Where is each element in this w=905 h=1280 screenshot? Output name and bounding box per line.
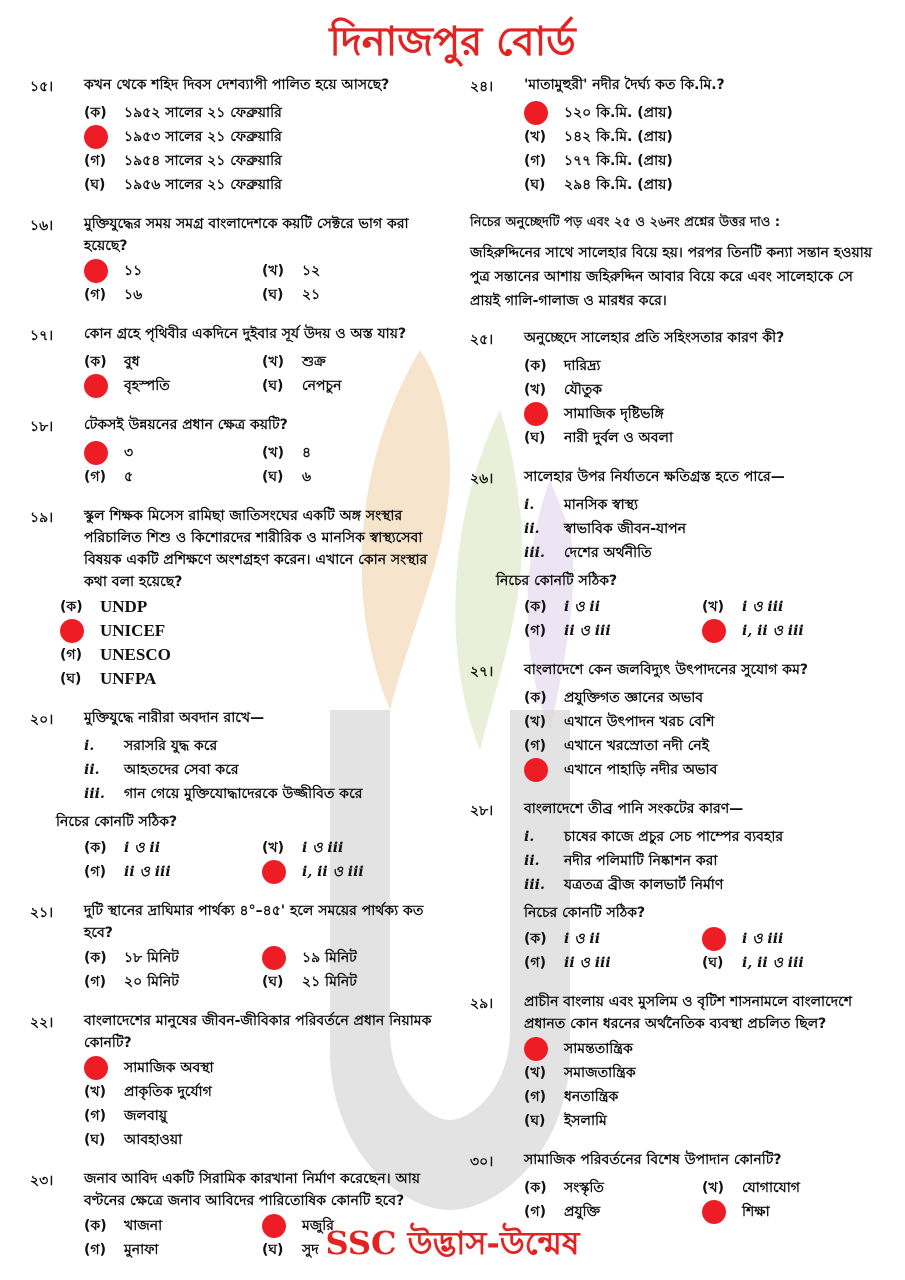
option-text: ধনতান্ত্রিক [564,1089,619,1105]
option-text: ১৪২ কি.মি. (প্রায়) [564,129,673,145]
option-label: (গ) [84,153,106,169]
question-number: ২৪। [470,79,494,95]
option-label: (গ) [524,1204,546,1220]
option-text: ইসলামি [564,1113,607,1129]
option-label: (গ) [60,647,82,663]
question-number: ১৮। [30,419,54,435]
option-kha[interactable] [84,1080,445,1104]
question-number: ২৯। [470,996,494,1012]
option-label: (খ) [524,382,546,398]
answer-dot-icon [262,860,286,884]
option-text: i, ii ও iii [742,623,804,639]
option-ga[interactable] [524,1085,885,1109]
statement-i: i. সরাসরি যুদ্ধ করে [84,738,218,754]
answer-dot-icon [702,927,726,951]
question-text: মুক্তিযুদ্ধের সময় সমগ্র বাংলাদেশকে কয়টি সেক্টরে ভাগ করা হয়েছে? [84,216,409,254]
option-text: খাজনা [124,1218,163,1234]
option-text: ii ও iii [564,623,611,639]
option-label: (ঘ) [60,671,82,687]
option-ka[interactable] [524,101,885,125]
option-label: (খ) [524,714,546,730]
page-title: দিনাজপুর বোর্ড [329,19,576,65]
option-gha[interactable] [524,1109,885,1133]
question-number: ২০। [30,712,54,728]
option-ga[interactable] [524,734,885,758]
option-ka[interactable] [524,354,885,378]
option-text: ১৯৫৪ সালের ২১ ফেব্রুয়ারি [124,153,282,169]
option-label: (ঘ) [84,177,106,193]
option-text: মুনাফা [124,1242,159,1258]
option-label: (ঘ) [702,955,724,971]
option-label: (খ) [262,445,284,461]
answer-dot-icon [524,1037,548,1061]
option-label: (ক) [84,1218,107,1234]
option-ka[interactable] [60,595,445,619]
option-ga[interactable] [524,149,885,173]
answer-dot-icon [702,619,726,643]
question-21 [30,900,445,994]
option-text: UNFPA [100,669,157,688]
option-ga[interactable] [84,374,262,398]
option-text: সংস্কৃতি [564,1180,604,1196]
option-text: নেপচুন [302,378,342,394]
option-label: (খ) [524,1065,546,1081]
option-text: i ও iii [742,599,784,615]
question-text: দুটি স্থানের দ্রাঘিমার পার্থক্য ৪°–৪৫' হলে সময়ের পার্থক্য কত হবে? [84,903,424,941]
option-ka[interactable] [84,946,262,970]
option-ga[interactable] [84,283,262,307]
option-text: নারী দুর্বল ও অবলা [564,430,674,446]
option-text: i, ii ও iii [302,864,364,880]
question-24 [470,74,885,197]
option-text: সমাজতান্ত্রিক [564,1065,636,1081]
question-text: স্কুল শিক্ষক মিসেস রামিছা জাতিসংঘের একটি অঙ্গ সংস্থার পরিচালিত শিশু ও কিশোরদের শারীরিক ও মানসিক স্বাস্থ্যসেবা বিষয়ক একটি প্রশিক্ষণে অংশগ্রহণ করেন। এখানে কোন সংস্থার কথা বলা হয়েছে? [84,508,428,590]
question-number: ২১। [30,905,54,921]
option-text: প্রযুক্তিগত জ্ঞানের অভাব [564,690,704,706]
question-text: সামাজিক পরিবর্তনের বিশেষ উপাদান কোনটি? [524,1152,782,1168]
which-correct-label: নিচের কোনটি সঠিক? [56,814,178,830]
option-label: (খ) [262,263,284,279]
question-28 [470,798,885,975]
question-27 [470,659,885,782]
option-kha[interactable] [524,378,885,402]
option-text: প্রযুক্তি [564,1204,601,1220]
question-number: ১৫। [30,79,54,95]
option-text: ১৯৫২ সালের ২১ ফেব্রুয়ারি [124,105,282,121]
option-gha[interactable] [84,1128,445,1152]
option-label: (গ) [84,469,106,485]
option-label: (গ) [524,153,546,169]
option-gha[interactable] [60,667,445,691]
option-label: (গ) [524,738,546,754]
question-text: জনাব আবিদ একটি সিরামিক কারখানা নির্মাণ করেছেন। আয় বণ্টনের ক্ষেত্রে জনাব আবিদের পারিতোষিক কোনটি হবে? [84,1171,421,1209]
question-number: ২৩। [30,1173,54,1189]
option-label: (খ) [262,840,284,856]
option-ka[interactable] [84,350,262,374]
question-18 [30,414,445,489]
statement-i: i. চাষের কাজে প্রচুর সেচ পাম্পের ব্যবহার [524,829,784,845]
option-label: (ঘ) [262,1242,284,1258]
option-text: ২০ মিনিট [124,974,179,990]
option-text: সুদ [302,1242,319,1258]
option-text: ২৯৪ কি.মি. (প্রায়) [564,177,673,193]
question-number: ২২। [30,1015,54,1031]
option-text: এখানে পাহাড়ি নদীর অভাব [564,762,718,778]
statement-i: i. মানসিক স্বাস্থ্য [524,497,639,513]
option-ka[interactable] [84,1056,445,1080]
option-text: ৬ [302,469,312,485]
option-gha[interactable] [262,860,445,884]
option-label: (ক) [524,358,547,374]
option-gha[interactable] [84,173,445,197]
question-number: ২৮। [470,803,494,819]
option-kha[interactable] [524,1061,885,1085]
option-text: মজুরি [302,1218,335,1234]
option-label: (গ) [84,974,106,990]
option-kha[interactable] [84,125,445,149]
question-number: ১৯। [30,510,54,526]
option-text: ii ও iii [124,864,171,880]
which-correct-label: নিচের কোনটি সঠিক? [524,905,646,921]
option-label: (গ) [84,1108,106,1124]
option-ka[interactable] [84,101,445,125]
option-kha[interactable] [262,259,445,283]
option-text: সামন্ততান্ত্রিক [564,1041,633,1057]
option-text: যোগাযোগ [742,1180,800,1196]
option-label: (ক) [84,840,107,856]
option-text: ১৯৫৩ সালের ২১ ফেব্রুয়ারি [124,129,282,145]
option-text: UNESCO [100,645,171,664]
option-ka[interactable] [524,595,702,619]
option-text: i ও iii [742,931,784,947]
question-text: মুক্তিযুদ্ধে নারীরা অবদান রাখে— [84,710,265,726]
option-label: (ক) [524,690,547,706]
answer-dot-icon [84,374,108,398]
answer-dot-icon [84,1056,108,1080]
option-gha[interactable] [262,465,445,489]
option-text: ১২ [302,263,321,279]
question-text: বাংলাদেশের মানুষের জীবন-জীবিকার পরিবর্তনে প্রধান নিয়ামক কোনটি? [84,1013,432,1051]
question-number: ৩০। [470,1154,494,1170]
option-ga[interactable] [84,465,262,489]
statement-ii: ii. স্বাভাবিক জীবন-যাপন [524,521,687,537]
passage-instruction: নিচের অনুচ্ছেদটি পড় এবং ২৫ ও ২৬নং প্রশ্নের উত্তর দাও : [470,215,781,230]
option-gha[interactable] [262,374,445,398]
option-gha[interactable] [702,619,885,643]
option-ga[interactable] [524,619,702,643]
option-text: ii ও iii [564,955,611,971]
option-text: দারিদ্র্য [564,358,601,374]
left-column [30,74,445,1278]
option-label: (গ) [524,623,546,639]
option-label: (খ) [262,354,284,370]
statement-iii: iii. যত্রতত্র ব্রীজ কালভার্ট নির্মাণ [524,877,724,893]
option-text: i ও ii [564,599,601,615]
question-20 [30,707,445,884]
option-text: ৪ [302,445,312,461]
option-label: (গ) [524,955,546,971]
question-text: বাংলাদেশে তীব্র পানি সংকটের কারণ— [524,801,744,817]
statement-iii: iii. গান গেয়ে মুক্তিযোদ্ধাদেরকে উজ্জীবিত করে [84,786,363,802]
right-column [470,74,885,1240]
option-text: i ও ii [124,840,161,856]
answer-dot-icon [84,259,108,283]
question-number: ১৭। [30,328,54,344]
question-text: কখন থেকে শহিদ দিবস দেশব্যাপী পালিত হয়ে আসছে? [84,77,390,93]
passage-text: জহিরুদ্দিনের সাথে সালেহার বিয়ে হয়। পরপর তিনটি কন্যা সন্তান হওয়ায় পুত্র সন্তানের আশায় জহিরুদ্দিন আবার বিয়ে করে এবং সালেহাকে সে প্রায়ই গালি-গালাজ ও মারধর করে। [470,245,873,309]
answer-dot-icon [60,619,84,643]
option-ga[interactable] [84,860,262,884]
option-kha[interactable] [524,710,885,734]
answer-dot-icon [524,758,548,782]
option-text: UNDP [100,597,148,616]
option-label: (খ) [524,129,546,145]
option-text: UNICEF [100,621,166,640]
option-label: (গ) [524,1089,546,1105]
option-gha[interactable] [524,173,885,197]
option-gha[interactable] [702,951,885,975]
question-number: ১৬। [30,218,54,234]
question-number: ২৭। [470,664,494,680]
question-16 [30,213,445,307]
option-ga[interactable] [524,951,702,975]
option-text: সামাজিক দৃষ্টিভঙ্গি [564,406,664,422]
option-ga[interactable] [84,149,445,173]
option-ka[interactable] [84,836,262,860]
question-19 [30,505,445,691]
question-text: বাংলাদেশে কেন জলবিদ্যুৎ উৎপাদনের সুযোগ কম? [524,662,808,678]
option-text: ৫ [124,469,134,485]
question-29 [470,991,885,1133]
option-label: (গ) [84,287,106,303]
option-label: (খ) [702,599,724,615]
statement-ii: ii. নদীর পলিমাটি নিষ্কাশন করা [524,853,718,869]
option-text: এখানে উৎপাদন খরচ বেশি [564,714,715,730]
option-text: ২১ [302,287,321,303]
which-correct-label: নিচের কোনটি সঠিক? [496,573,618,589]
option-kha[interactable] [262,836,445,860]
option-label: (ঘ) [84,1132,106,1148]
option-gha[interactable] [262,283,445,307]
option-kha[interactable] [524,125,885,149]
answer-dot-icon [262,946,286,970]
question-number: ২৬। [470,471,494,487]
option-text: শুক্র [302,354,326,370]
option-label: (ক) [524,599,547,615]
option-kha[interactable] [702,1176,885,1200]
option-ga[interactable] [84,1104,445,1128]
option-label: (ক) [524,931,547,947]
option-label: (ঘ) [524,177,546,193]
option-kha[interactable] [262,441,445,465]
option-label: (ক) [84,354,107,370]
question-25 [470,327,885,450]
option-kha[interactable] [60,619,445,643]
option-label: (খ) [84,1084,106,1100]
option-label: (ক) [524,1180,547,1196]
option-text: ১১ [124,263,143,279]
statement-ii: ii. আহতদের সেবা করে [84,762,239,778]
option-ka[interactable] [84,441,262,465]
option-kha[interactable] [262,350,445,374]
option-label: (ঘ) [262,378,284,394]
option-text: ১৮ মিনিট [124,950,179,966]
option-text: i, ii ও iii [742,955,804,971]
option-text: আবহাওয়া [124,1132,183,1148]
answer-dot-icon [84,125,108,149]
question-22 [30,1010,445,1152]
option-ka[interactable] [524,1176,702,1200]
option-text: সামাজিক অবস্থা [124,1060,214,1076]
option-text: ৩ [124,445,134,461]
option-text: ১৬ [124,287,143,303]
option-label: (ঘ) [262,974,284,990]
option-label: (ক) [84,105,107,121]
option-gha[interactable] [524,426,885,450]
option-kha[interactable] [262,946,445,970]
option-ga[interactable] [84,970,262,994]
option-ka[interactable] [524,1037,885,1061]
option-text: ১৭৭ কি.মি. (প্রায়) [564,153,673,169]
question-17 [30,323,445,398]
option-label: (ঘ) [262,287,284,303]
question-15 [30,74,445,197]
option-ga[interactable] [524,402,885,426]
option-ka[interactable] [84,259,262,283]
question-text: কোন গ্রহে পৃথিবীর একদিনে দুইবার সূর্য উদয় ও অস্ত যায়? [84,326,407,342]
option-kha[interactable] [702,927,885,951]
question-30 [470,1149,885,1224]
option-text: ২১ মিনিট [302,974,357,990]
question-text: অনুচ্ছেদে সালেহার প্রতি সহিংসতার কারণ কী? [524,330,785,346]
footer-brand: SSC উদ্ভাস-উন্মেষ [325,1224,580,1262]
statement-iii: iii. দেশের অর্থনীতি [524,545,652,561]
option-label: (গ) [84,1242,106,1258]
question-26 [470,466,885,643]
question-text: প্রাচীন বাংলায় এবং মুসলিম ও বৃটিশ শাসনামলে বাংলাদেশে প্রধানত কোন ধরনের অর্থনৈতিক ব্যবস্থা প্রচলিত ছিল? [524,994,852,1032]
option-text: প্রাকৃতিক দুর্যোগ [124,1084,212,1100]
option-gha[interactable] [262,970,445,994]
option-ga[interactable] [60,643,445,667]
option-label: (খ) [702,1180,724,1196]
option-text: শিক্ষা [742,1204,770,1220]
option-text: বুধ [124,354,140,370]
option-kha[interactable] [702,595,885,619]
option-label: (ঘ) [524,430,546,446]
option-text: ১৯৫৬ সালের ২১ ফেব্রুয়ারি [124,177,282,193]
question-text: টেকসই উন্নয়নের প্রধান ক্ষেত্র কয়টি? [84,417,288,433]
option-text: জলবায়ু [124,1108,168,1124]
answer-dot-icon [84,441,108,465]
question-text: 'মাতামুহুরী' নদীর দৈর্ঘ্য কত কি.মি.? [524,77,725,93]
option-label: (ক) [84,950,107,966]
option-text: i ও iii [302,840,344,856]
question-text: সালেহার উপর নির্যাতনে ক্ষতিগ্রস্ত হতে পারে— [524,469,785,485]
option-gha[interactable] [524,758,885,782]
option-text: i ও ii [564,931,601,947]
option-label: (ঘ) [262,469,284,485]
option-text: ১২০ কি.মি. (প্রায়) [564,105,673,121]
option-ka[interactable] [524,927,702,951]
option-label: (ক) [60,599,83,615]
question-number: ২৫। [470,332,494,348]
answer-dot-icon [524,101,548,125]
option-text: ১৯ মিনিট [302,950,357,966]
option-text: বৃহস্পতি [124,378,170,394]
option-ka[interactable] [524,686,885,710]
option-label: (গ) [84,864,106,880]
option-label: (ঘ) [524,1113,546,1129]
answer-dot-icon [524,402,548,426]
option-text: যৌতুক [564,382,603,398]
option-text: এখানে খরস্রোতা নদী নেই [564,738,710,754]
